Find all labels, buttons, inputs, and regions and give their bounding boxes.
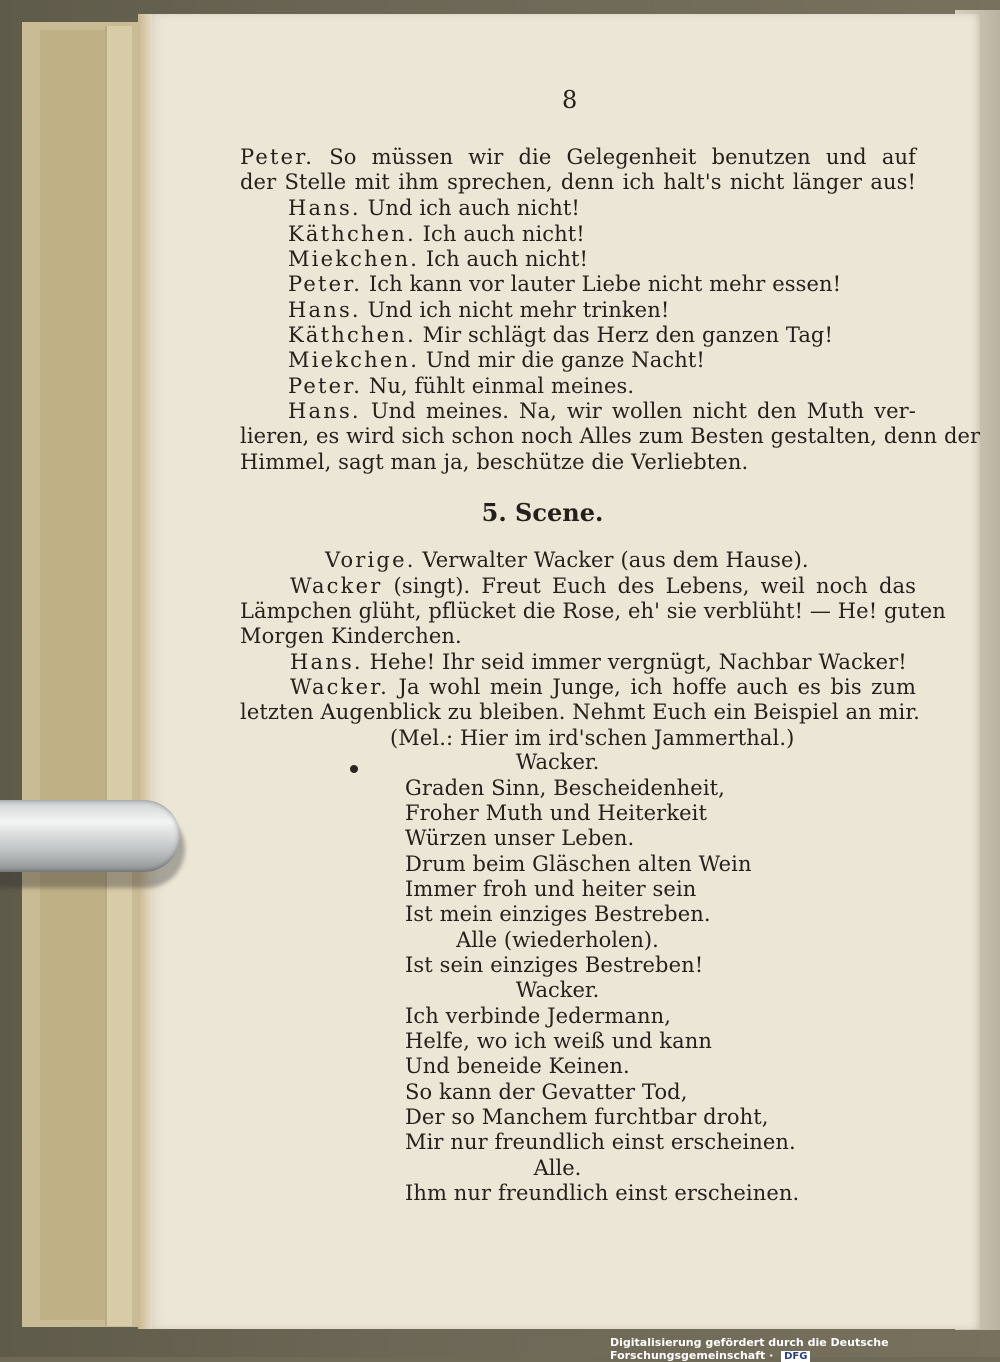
verse-line: Der so Manchem furchtbar droht, — [405, 1105, 769, 1129]
speaker-name: Wacker — [290, 574, 383, 598]
speaker-name: Peter. — [288, 272, 363, 296]
text-line: letzten Augenblick zu bleiben. Nehmt Euch ein Beispiel an mir. — [240, 700, 920, 724]
text-line: Hans. Hehe! Ihr seid immer vergnügt, Nachbar Wacker! — [290, 650, 907, 674]
speaker-label: Alle (wiederholen). — [456, 928, 659, 952]
funding-footer — [610, 1336, 1000, 1362]
verse-line: Graden Sinn, Bescheidenheit, — [405, 776, 725, 800]
text-line: Hans. Und ich nicht mehr trinken! — [288, 298, 670, 322]
melody-note: (Mel.: Hier im ird'schen Jammerthal.) — [390, 726, 795, 750]
page-number: 8 — [562, 86, 578, 114]
text-line: Morgen Kinderchen. — [240, 624, 462, 648]
speaker-name: Miekchen. — [288, 348, 420, 372]
text-line: Wacker (singt). Freut Euch des Lebens, weil noch das — [290, 574, 916, 598]
verse-line: So kann der Gevatter Tod, — [405, 1080, 688, 1104]
speaker-name: Käthchen. — [288, 323, 416, 347]
speaker-name: Hans. — [288, 196, 361, 220]
text-line: lieren, es wird sich schon noch Alles zum Besten gestalten, denn der — [240, 424, 981, 448]
text-line: Peter. Nu, fühlt einmal meines. — [288, 374, 635, 398]
verse-line: Ich verbinde Jedermann, — [405, 1004, 672, 1028]
dfg-logo: DFG — [781, 1351, 810, 1362]
text-line: Hans. Und ich auch nicht! — [288, 196, 580, 220]
scene-heading: 5. Scene. — [481, 498, 604, 527]
text-line: Peter. So müssen wir die Gelegenheit benutzen und auf — [240, 145, 916, 169]
funding-text: Digitalisierung gefördert durch die Deutsche Forschungsgemeinschaft · — [610, 1336, 889, 1362]
speaker-label: Wacker. — [515, 978, 600, 1002]
verse-line: Ihm nur freundlich einst erscheinen. — [405, 1181, 800, 1205]
speaker-name: Hans. — [288, 298, 361, 322]
text-line: der Stelle mit ihm sprechen, denn ich halt's nicht länger aus! — [240, 170, 916, 194]
verse-line: Mir nur freundlich einst erscheinen. — [405, 1130, 796, 1154]
speaker-name: Peter. — [240, 145, 315, 169]
speaker-name: Hans. — [290, 650, 363, 674]
stage-direction: Vorige. Verwalter Wacker (aus dem Hause). — [325, 548, 809, 572]
speaker-name: Käthchen. — [288, 222, 416, 246]
text-line: Käthchen. Mir schlägt das Herz den ganzen Tag! — [288, 323, 834, 347]
verse-line: Ist sein einziges Bestreben! — [405, 953, 704, 977]
verse-line: Ist mein einziges Bestreben. — [405, 902, 711, 926]
verse-line: Helfe, wo ich weiß und kann — [405, 1029, 712, 1053]
text-line: Miekchen. Und mir die ganze Nacht! — [288, 348, 705, 372]
verse-line: Drum beim Gläschen alten Wein — [405, 852, 752, 876]
verse-line: Und beneide Keinen. — [405, 1054, 630, 1078]
text-line: Hans. Und meines. Na, wir wollen nicht den Muth ver- — [288, 399, 916, 423]
text-line: Peter. Ich kann vor lauter Liebe nicht mehr essen! — [288, 272, 842, 296]
speaker-name: Miekchen. — [288, 247, 420, 271]
text-line: Himmel, sagt man ja, beschütze die Verliebten. — [240, 450, 749, 474]
speaker-name: Hans. — [288, 399, 361, 423]
ink-mark — [350, 765, 358, 773]
text-line: Miekchen. Ich auch nicht! — [288, 247, 589, 271]
text-line: Käthchen. Ich auch nicht! — [288, 222, 585, 246]
text-line: Lämpchen glüht, pflücket die Rose, eh' sie verblüht! — He! guten — [240, 599, 946, 623]
verse-line: Würzen unser Leben. — [405, 826, 635, 850]
speaker-name: Wacker. — [290, 675, 390, 699]
speaker-name: Vorige. — [325, 548, 416, 572]
verse-line: Immer froh und heiter sein — [405, 877, 697, 901]
speaker-name: Peter. — [288, 374, 363, 398]
verse-line: Froher Muth und Heiterkeit — [405, 801, 708, 825]
speaker-label: Wacker. — [515, 750, 600, 774]
speaker-label: Alle. — [533, 1156, 582, 1180]
page-holder-clip — [0, 800, 180, 872]
text-line: Wacker. Ja wohl mein Junge, ich hoffe auch es bis zum — [290, 675, 916, 699]
